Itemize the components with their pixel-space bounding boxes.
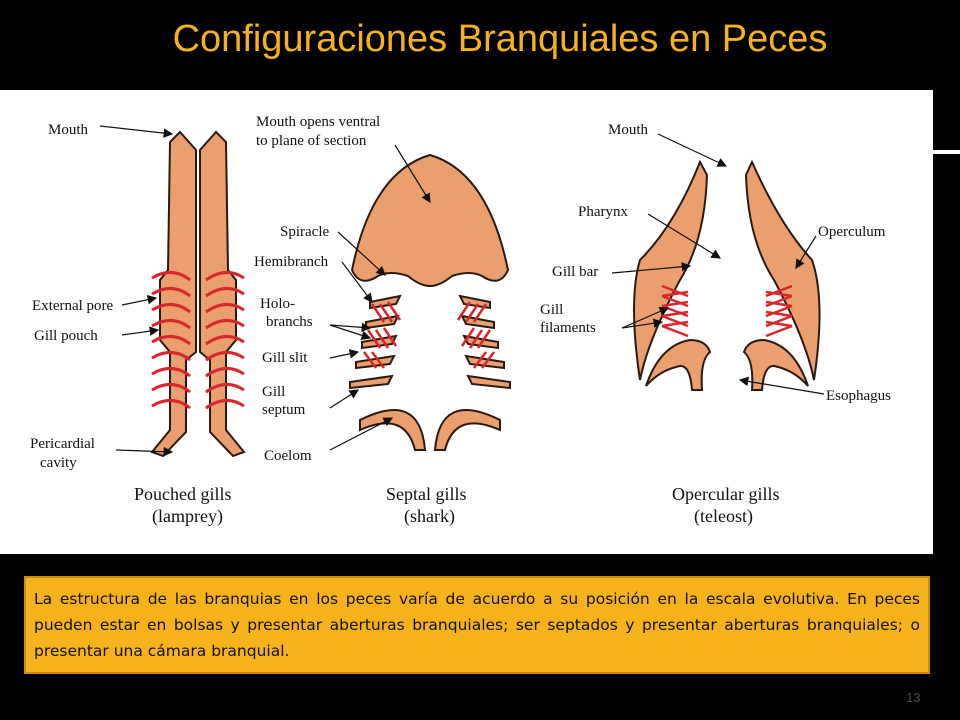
teleost-mouth-label: Mouth [608, 122, 649, 138]
pericardial-label-2: cavity [40, 455, 77, 471]
gill-filaments-label-2: filaments [540, 320, 596, 336]
gill-slit-label: Gill slit [262, 350, 308, 366]
pharynx-label: Pharynx [578, 204, 628, 220]
shark-caption-2: (shark) [404, 506, 455, 526]
gill-septum-label-1: Gill [262, 384, 286, 400]
pericardial-label-1: Pericardial [30, 436, 95, 452]
lamprey-caption-2: (lamprey) [152, 506, 223, 526]
holobranchs-label-1: Holo- [260, 296, 295, 312]
shark-mouth-label-1: Mouth opens ventral [256, 114, 381, 130]
external-pore-label: External pore [32, 298, 114, 314]
gill-diagram [0, 90, 933, 554]
slide-title: Configuraciones Branquiales en Peces [172, 18, 828, 60]
lamprey-mouth-label: Mouth [48, 122, 89, 138]
shark-mouth-label-2: to plane of section [256, 133, 367, 149]
shark-drawing [350, 155, 510, 450]
teleost-filaments [662, 286, 792, 336]
shark-caption-1: Septal gills [386, 484, 467, 504]
gill-septum-label-2: septum [262, 402, 306, 418]
lamprey-drawing [152, 132, 244, 456]
spiracle-label: Spiracle [280, 224, 330, 240]
operculum-label: Operculum [818, 224, 886, 240]
holobranchs-label-2: branchs [266, 314, 313, 330]
caption-box: La estructura de las branquias en los peces varía de acuerdo a su posición en la escala evolutiva. En peces pueden estar en bolsas y presentar aberturas branquiales; ser septados y presentar aberturas branquiales; o presentar una cámara branquial. [24, 576, 930, 674]
esophagus-label: Esophagus [826, 388, 891, 404]
coelom-label: Coelom [264, 448, 312, 464]
gill-pouch-label: Gill pouch [34, 328, 98, 344]
page-number: 13 [906, 690, 921, 705]
gill-filaments-label-1: Gill [540, 302, 564, 318]
lamprey-caption-1: Pouched gills [134, 484, 232, 504]
teleost-caption-2: (teleost) [694, 506, 753, 526]
hemibranch-label: Hemibranch [254, 254, 329, 270]
teleost-drawing [634, 162, 820, 390]
divider [933, 150, 960, 154]
gill-bar-label: Gill bar [552, 264, 599, 280]
teleost-caption-1: Opercular gills [672, 484, 780, 504]
